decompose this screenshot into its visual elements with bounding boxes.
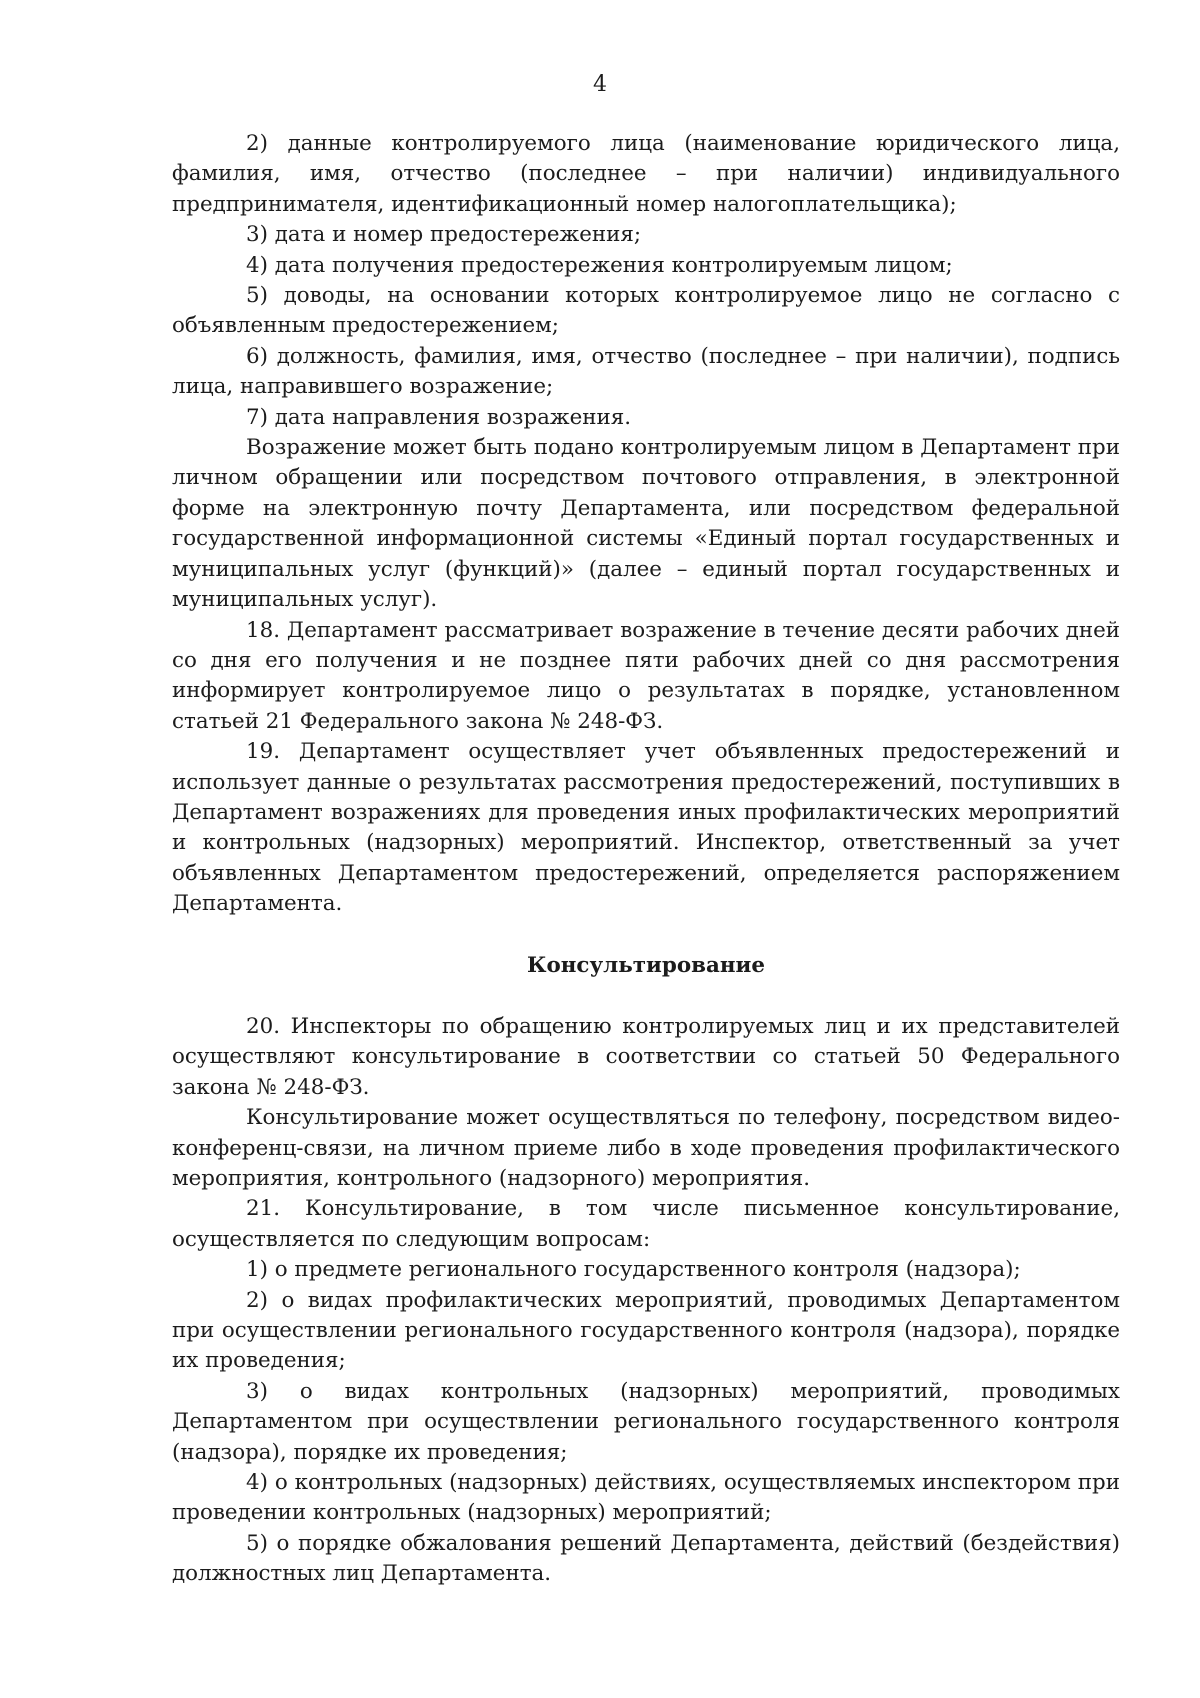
paragraph-consultation-methods: Консультирование может осуществляться по телефону, посредством видео-конференц-связи, на личном приеме либо в ходе проведения профилактического мероприятия, контрольного (надзорного) мероприятия. — [172, 1105, 1120, 1191]
list-item-21-3: 3) о видах контрольных (надзорных) мероприятий, проводимых Департаментом при осуществлении регионального государственного контроля (надзора), порядке их проведения; — [172, 1378, 1120, 1465]
paragraph-18: 18. Департамент рассматривает возражение в течение десяти рабочих дней со дня его получения и не позднее пяти рабочих дней со дня рассмотрения информирует контролируемое лицо о результатах в порядке, установленном статьей 21 Федерального закона № 248-ФЗ. — [172, 617, 1120, 734]
list-item-21-1: 1) о предмете регионального государственного контроля (надзора); — [246, 1257, 1021, 1283]
list-item-7: 7) дата направления возражения. — [246, 404, 632, 430]
page-number: 4 — [593, 72, 607, 97]
list-item-4: 4) дата получения предостережения контролируемым лицом; — [246, 252, 953, 278]
list-item-5: 5) доводы, на основании которых контролируемое лицо не согласно с объявленным предостережением; — [172, 283, 1120, 339]
section-heading: Консультирование — [527, 952, 765, 978]
list-item-3: 3) дата и номер предостережения; — [246, 222, 642, 248]
list-item-21-5: 5) о порядке обжалования решений Департамента, действий (бездействия) должностных лиц Департамента. — [172, 1530, 1120, 1587]
paragraph-21: 21. Консультирование, в том числе письменное консультирование, осуществляется по следующим вопросам: — [172, 1196, 1120, 1252]
document-body — [172, 129, 1120, 1590]
paragraph-20: 20. Инспекторы по обращению контролируемых лиц и их представителей осуществляют консультирование в соответствии со статьей 50 Федерального закона № 248-ФЗ. — [172, 1013, 1120, 1100]
paragraph-19: 19. Департамент осуществляет учет объявленных предостережений и использует данные о результатах рассмотрения предостережений, поступивших в Департамент возражениях для проведения иных профилактических мероприятий и контрольных (надзорных) мероприятий. Инспектор, ответственный за учет объявленных Департаментом предостережений, определяется распоряжением Департамента. — [172, 739, 1120, 917]
list-item-21-2: 2) о видах профилактических мероприятий, проводимых Департаментом при осуществлении регионального государственного контроля (надзора), порядке их проведения; — [172, 1287, 1120, 1374]
paragraph-objection-submission: Возражение может быть подано контролируемым лицом в Департамент при личном обращении или посредством почтового отправления, в электронной форме на электронную почту Департамента, или посредством федеральной государственной информационной системы «Единый портал государственных и муниципальных услуг (функций)» (далее – единый портал государственных и муниципальных услуг). — [172, 435, 1120, 613]
list-item-2: 2) данные контролируемого лица (наименование юридического лица, фамилия, имя, отчество (последнее – при наличии) индивидуального предпринимателя, идентификационный номер налогоплательщика); — [172, 131, 1120, 217]
list-item-21-4: 4) о контрольных (надзорных) действиях, осуществляемых инспектором при проведении контрольных (надзорных) мероприятий; — [172, 1470, 1120, 1526]
list-item-6: 6) должность, фамилия, имя, отчество (последнее – при наличии), подпись лица, направившего возражение; — [172, 343, 1120, 400]
